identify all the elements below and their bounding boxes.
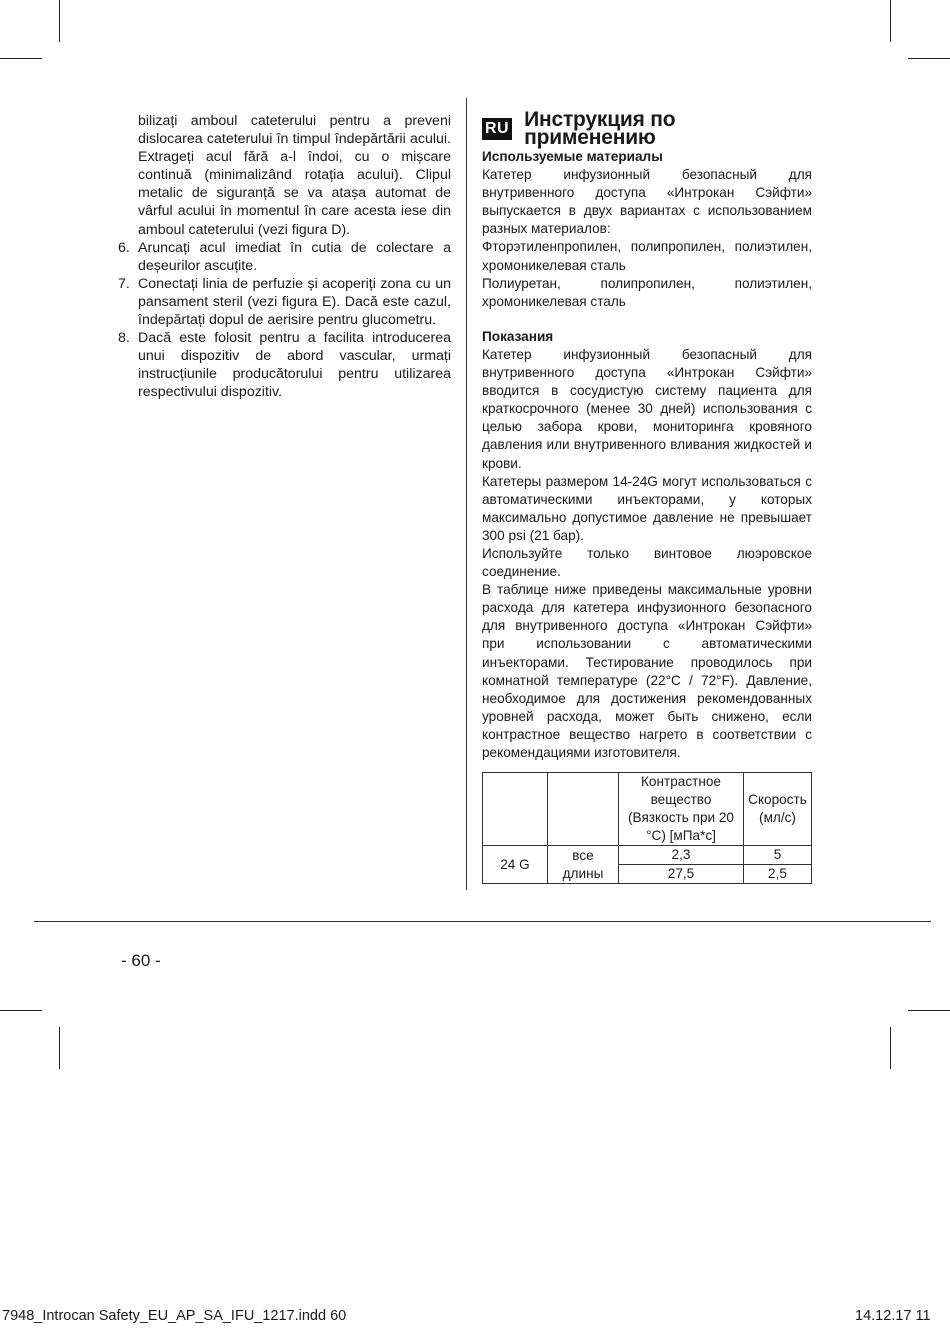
crop-mark [59,1027,60,1069]
crop-mark [0,58,42,59]
column-divider [466,98,467,890]
indications-paragraph: Используйте только винтовое люэровское соединение. [482,545,812,580]
viscosity-cell: 27,5 [619,865,744,884]
item-text: Dacă este folosit pentru a facilita introducerea unui dispozitiv de abord vascular, urmați instrucțiunile producătorului pentru utilizarea respectivului dispozitiv. [138,330,451,401]
crop-mark [890,1027,891,1069]
indications-paragraph: В таблице ниже приведены максимальные уровни расхода для катетера инфузионного безопасного для внутривенного доступа «Интрокан Сэйфти» при использовании с автоматическими инъекторами. Тестирование проводилось при комнатной температуре (22°C / 72°F). Давление, необходимое для достижения рекомендованных уровней расхода, может быть снижено, если контрастное вещество нагрето в соответствии с рекомендациями изготовителя. [482,582,812,760]
crop-mark [890,0,891,42]
flow-rate-table [482,772,812,884]
table-header-row [483,773,812,846]
materials-heading: Используемые материалы [482,149,663,164]
crop-mark [908,1010,950,1011]
item-number: 6. [118,239,130,256]
item-text: Aruncați acul imediat în cutia de colectare a deșeurilor ascuțite. [138,239,451,274]
table-row [483,846,812,865]
section-heading [482,107,812,149]
rate-cell: 2,5 [744,865,812,884]
crop-mark [908,58,950,59]
gauge-cell: 24 G [483,846,548,884]
crop-mark [59,0,60,42]
indications-heading: Показания [482,328,554,344]
item-number: 8. [118,330,130,347]
crop-mark [0,1010,42,1011]
viscosity-cell: 2,3 [619,846,744,865]
rate-cell: 5 [744,846,812,865]
table-header-cell [548,773,619,846]
date-slug: 14.12.17 11 [855,1308,931,1324]
table-header-cell: Контрастное вещество (Вязкость при 20 °C) [мПа*с] [619,773,744,846]
right-column [482,107,812,884]
table-header-cell: Скорость (мл/с) [744,773,812,846]
footer-rule [34,921,931,922]
indications-paragraph: Катетеры размером 14-24G могут использоваться с автоматическими инъекторами, у которых максимально допустимое давление не превышает 300 psi (21 бар). [482,473,812,543]
list-item [118,329,451,401]
item-text: Conectați linia de perfuzie și acoperiți zona cu un pansament steril (vezi figura E). Dacă este cazul, îndepărtați dopul de aerisire pentru glucometru. [138,275,451,329]
left-column [118,112,451,402]
materials-paragraph: Катетер инфузионный безопасный для внутривенного доступа «Интрокан Сэйфти» выпускается в двух вариантах с использованием разных материалов: [482,167,812,237]
file-slug: 7948_Introcan Safety_EU_AP_SA_IFU_1217.indd 60 [2,1308,347,1324]
length-cell: все длины [548,846,619,884]
list-item [118,275,451,329]
materials-variant-1: Фторэтиленпропилен, полипропилен, полиэтилен, хромоникелевая сталь [482,239,812,273]
list-item [118,239,451,275]
language-badge: RU [482,118,512,140]
page-number: - 60 - [121,951,161,970]
table-header-cell [483,773,548,846]
materials-variant-2: Полиуретан, полипропилен, полиэтилен, хромоникелевая сталь [482,275,812,309]
indications-paragraph: Катетер инфузионный безопасный для внутривенного доступа «Интрокан Сэйфти» вводится в сосудистую систему пациента для краткосрочного (менее 30 дней) использования с целью забора крови, мониторинга кровяного давления или внутривенного вливания жидкостей и крови. [482,346,812,471]
continued-paragraph: bilizați amboul cateterului pentru a preveni dislocarea cateterului în timpul îndepărtării acului. Extrageți acul fără a-l îndoi, cu o mișcare continuă (minimalizând rotația acului). Clipul metalic de siguranță se va atașa automat de vârful acului în momentul în care acesta iese din amboul cateterului (vezi figura D). [138,113,451,238]
instruction-list [118,239,451,402]
section-title: Инструкция по применению [524,107,676,149]
item-number: 7. [118,275,130,292]
